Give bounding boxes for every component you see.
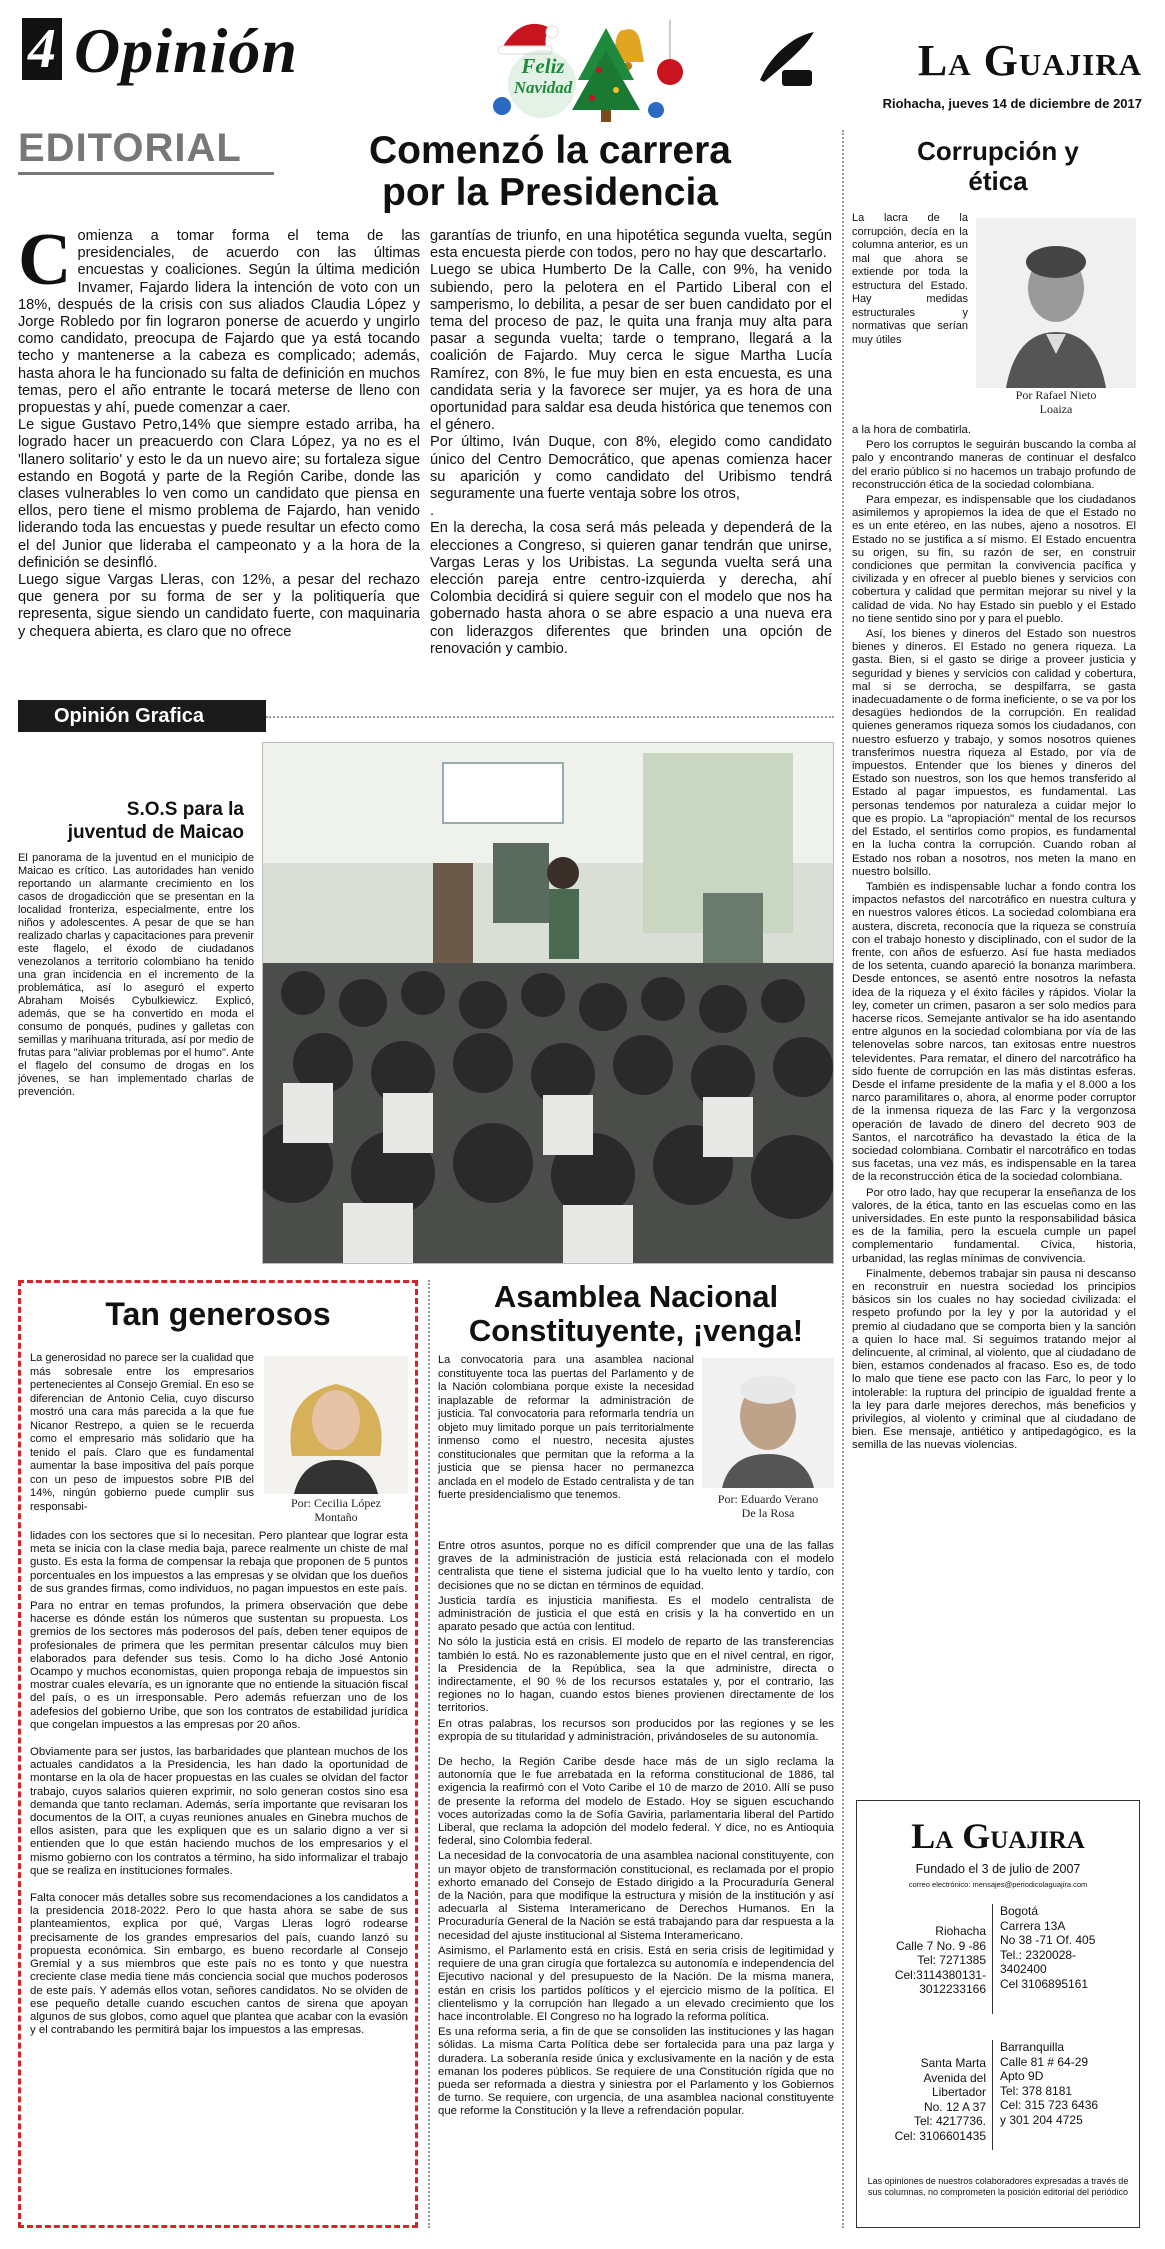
office-line: 3012233166	[919, 1982, 986, 1996]
masthead-logo: La Guajira	[911, 1816, 1085, 1856]
office-line: Riohacha	[935, 1924, 986, 1938]
office-line: Cel:3114380131-	[894, 1967, 986, 1982]
office-line: Santa Marta	[920, 2056, 986, 2070]
office-line: Avenida del	[923, 2070, 986, 2085]
asamblea-paragraph: Entre otros asuntos, porque no es difícil comprender que una de las fallas graves de la administración de justicia está relacionada con el modelo centralista que tiene el sistema judicial que lo ha vuelto lento y tardío, con decisiones que no se dictan en términos de equidad.	[438, 1540, 834, 1592]
grafica-body: El panorama de la juventud en el municipio de Maicao es crítico. Las autoridades han venido reportando un alarmante crecimiento en los casos de drogadicción que se presentan en la localidad fronteriza, especialmente, entre los niños y adolescentes. A pesar de que se han realizado charlas y capacitaciones para prevenir este flagelo, el éxodo de ciudadanos venezolanos a territorio colombiano ha tenido una gran incidencia en el incremento de la problemática, así lo aseguró el experto Abraham Moisés Cybulkiewicz. Explicó, además, que se ha convertido en moda el consumo de ponqués, pudines y galletas con semillas y marihuana triturada, así por medio de frutas para "aliviar problemas por el humo". Ante el flagelo del consumo de drogas en los jóvenes, se han implementado charlas de prevención.	[18, 852, 254, 1098]
editorial-paragraph: En la derecha, la cosa será más peleada y dependerá de la elecciones a Congreso, si quieren ganar tendrán que unirse, Vargas Leras y los Uribistas. La segunda vuelta será una elección pareja entre centro-izquierda y derecha, ahí Colombia decidirá si quiere seguir con el modelo que nos ha gobernado hasta ahora o se abre espacio a una nueva era con liderazgos diferentes que brinden una opción de renovación y cambio.	[430, 520, 832, 657]
page-number: 4	[28, 18, 56, 80]
office-line: Tel: 7271385	[917, 1953, 986, 1967]
banner-navidad: Navidad	[513, 78, 573, 97]
office-line: Barranquilla	[1000, 2040, 1065, 2054]
corrupcion-title-line-1: Corrupción y	[917, 136, 1079, 166]
caption-line-2: Montaño	[314, 1510, 358, 1524]
office-riohacha	[862, 1924, 986, 1997]
grafica-title-line-1: S.O.S para la	[126, 799, 244, 820]
office-santamarta	[862, 2056, 986, 2143]
corrupcion-paragraph: Así, los bienes y dineros del Estado son nuestros bienes y dineros. El Estado no genera riqueza. La gasta. Bien, si el gasto se dirige a proveer justicia y seguridad y bienes y servicios con calidad y cobertura, mal si se derrocha, se despilfarra, se gasta inadecuadamente o de forma ineficiente, o se va por los desagües hediondos de la corrupción. En realidad quienes generamos riqueza somos los ciudadanos, con nuestro esfuerzo y trabajo, y somos nosotros quienes transferimos nuestra riqueza al Estado, por vía de impuestos. Entender que los bienes y dineros del Estado son nuestros, son los que hemos transferido al Estado al pagar impuestos, es fundamental. Las personas tendemos por naturaleza a cuidar mejor lo que es propio. La "apropiación" mental de los recursos del Estado, el sentirlos como propios, es fundamental en la lucha contra la corrupción. Cuando roban al Estado nos roban a nosotros, nos meten la mano en nuestro bolsillo.	[852, 628, 1136, 878]
office-line: No. 12 A 37	[923, 2099, 986, 2114]
author-caption-verano	[700, 1492, 836, 1520]
editorial-col-2	[430, 228, 832, 658]
grafica-rule	[266, 716, 834, 718]
office-line: Tel: 378 8181	[1000, 2083, 1073, 2098]
grafica-title	[18, 798, 244, 844]
corrupcion-paragraph: También es indispensable luchar a fondo contra los impactos nefastos del narcotráfico en nuestra cultura y en nuestros valores éticos. La sociedad colombiana era austera, discreta, reconocía que la riqueza se construía con el trabajo honesto y disciplinado, con el sudor de la frente, con años de esfuerzo. Así fue hasta mediados de los setenta, cuando apareció la bonanza marimbera. Desde entonces, se asentó entre nosotros la nefasta idea de la riqueza y el éxito fáciles y rápidos. Violar la ley, cometer un crimen, pasaron a ser solo medios para hacerse ricos. Semejante antivalor se ha ido asentando entre algunos en la sociedad colombiana por vía de las telenovelas sobre narcos, tan exitosas entre nuestros televidentes. Para rematar, el dinero del narcotráfico ha sido fuente de corrupción en las más distintas esferas. Desde el infame presidente de la mafia y el 8.000 a los narco paramilitares o, ahora, al enorme poder corruptor de la inmensa riqueza de las Farc y la vergonzosa operación de lavado de dinero del decreto 903 de Santos, el narcotráfico ha devastado la ética de la sociedad colombiana. Combatir el narcotráfico en todas sus facetas, una vez más, es indispensable en la tarea de la reconstrucción ética de la sociedad colombiana.	[852, 880, 1136, 1184]
asamblea-title-line-1: Asamblea Nacional	[493, 1279, 779, 1314]
paper-logo: La Guajira	[917, 36, 1142, 85]
asamblea-intro: La convocatoria para una asamblea nacional constituyente toca las puertas del Parlamento y de la Nación colombiana porque existe la necesidad inaplazable de reformar la administración de justicia. Tal convocatoria para reformarla tendría un objeto muy limitado porque un país territorialmente inmenso como el nuestro, necesita ajustes constitucionales que permitan que la reforma a la justicia que se piensa hacer no permanezca anclada en el modelo de Estado centralista y de tan fuerte presidencialismo que tenemos.	[438, 1354, 694, 1501]
editorial-paragraph: .	[430, 503, 435, 520]
corrupcion-paragraph: Para empezar, es indispensable que los ciudadanos asimilemos y apropiemos la idea de que el Estado no es un ente etéreo, en las nubes, ajeno a nosotros. El Estado no se justifica a sí mismo. El Estado encuentra su origen, su fin, su razón de ser, en construir condiciones que permitan la convivencia pacífica y civilizada y en ofrecer al pueblo bienes y servicios con cobertura y calidad que permitan mejorar su nivel y la calidad de vida. No hay Estado sin pueblo y el Estado no tiene sentido sino por y para el pueblo.	[852, 494, 1136, 625]
office-line: No 38 -71 Of. 405	[1000, 1933, 1096, 1947]
author-caption-lopez	[264, 1496, 408, 1524]
corrupcion-paragraph: Pero los corruptos le seguirán buscando la comba al palo y encontrando maneras de continuar el desfalco del erario público si no hacemos un trabajo profundo de reconstrucción ética de la sociedad colombiana.	[852, 439, 1136, 491]
masthead-disclaimer: Las opiniones de nuestros colaboradores expresadas a través de sus columnas, no comprometen la posición editorial del periódico	[867, 2176, 1129, 2197]
office-line: Cel: 315 723 6436	[1000, 2098, 1099, 2112]
asamblea-paragraph: De hecho, la Región Caribe desde hace más de un siglo reclama la autonomía que le fue arrebatada en la reforma constitucional de 1886, tal exigencia la reafirmó con el Voto Caribe el 10 de marzo de 2010. Allí se puso de presente la reforma del modelo de Estado. Hoy se siguen escuchando voces autorizadas como la de Sofía Gaviria, parlamentaria liberal del Partido Liberal, que reclama la adopción del modelo federal. Y dice, no es Antioquia federal, sino Colombia federal.	[438, 1756, 834, 1848]
santa-hat-icon	[498, 24, 558, 54]
editorial-col-1	[18, 219, 420, 641]
masthead-email: correo electrónico: mensajes@periodicolaguajira.com	[908, 1880, 1088, 1889]
headline-line-2: por la Presidencia	[382, 171, 718, 214]
asamblea-paragraph: En otras palabras, los recursos son producidos por las regiones y se les expropia de su titularidad y administración, privándoseles de su autonomía.	[438, 1717, 834, 1743]
office-line: y 301 204 4725	[1000, 2112, 1083, 2127]
caption-line-1: Por: Eduardo Verano	[717, 1492, 819, 1506]
masthead-founded: Fundado el 3 de julio de 2007	[915, 1862, 1081, 1876]
paragraph-text: omienza a tomar forma el tema de las presidenciales, de acuerdo con las últimas encuestas y coaliciones. Según la última medición Invamer, Fajardo lidera la intención de voto con un 18%, después de la crisis con sus aliados Claudia López y Jorge Robledo por fin lograron ponerse de acuerdo y ungirlo como candidato, preocupa de Fajardo que ya está tocando techo y mantenerse a la cabeza es complicado; además, hasta ahora le ha funcionado su falta de definición en muchos temas, pero el año entrante le tocará meterse de lleno con propuestas y ahí, puede comenzar a caer.	[18, 228, 420, 417]
office-line: Tel: 4217736.	[913, 2114, 986, 2128]
asamblea-title-line-2: Constituyente, ¡venga!	[468, 1313, 804, 1348]
asamblea-paragraph: Es una reforma seria, a fin de que se consoliden las instituciones y las hagan sólidas. La misma Carta Política debe ser fortalecida para una paz larga y duradera. La soberanía reside única y exclusivamente en la nación y de esta emanan los poderes públicos. Se requiere de una Constitución rígida que no pueda ser reformada a diestra y siniestra por el Parlamento y los Gobiernos de turno. Se requiere, con urgencia, de una asamblea nacional constituyente que reforme la Constitución y la lleve a refrendación popular.	[438, 2026, 834, 2118]
section-title: Opinión	[74, 15, 298, 86]
editorial-paragraph: Luego sigue Vargas Lleras, con 12%, a pesar del rechazo que genera por su forma de ser y la politiquería que representa, sigue siendo un candidato fuerte, con maquinaria y chequera abierta, es claro que no ofrece	[18, 572, 420, 640]
grafica-title-line-2: juventud de Maicao	[67, 822, 244, 843]
office-divider	[992, 1904, 993, 2014]
office-line: Cel: 3106601435	[894, 2128, 986, 2143]
headline-line-1: Comenzó la carrera	[369, 129, 731, 172]
corrupcion-title	[850, 136, 1146, 196]
caption-line-1: Por: Cecilia López	[291, 1496, 381, 1510]
asamblea-body	[438, 1540, 834, 2121]
column-divider	[428, 1280, 430, 2228]
author-photo-lopez	[264, 1356, 408, 1494]
office-line: Bogotá	[1000, 1904, 1039, 1918]
editorial-paragraph: Luego se ubica Humberto De la Calle, con 9%, ha venido subiendo, pero la pelotera en el Partido Liberal con el samperismo, lo debilita, a pesar de ser buen candidato por el tema del proceso de paz, le quita una franja muy alta para pasar a segunda vuelta; tarde o temprano, llegará a la coalición de Fajardo. Muy cerca le sigue Martha Lucía Ramírez, con 8%, le fue muy bien en esta encuesta, es una candidata seria y la favorece ser mujer, ya es hora de una oportunidad para saldar esa deuda histórica que tenemos con el género.	[430, 262, 832, 434]
corrupcion-body	[852, 424, 1136, 1455]
office-line: Apto 9D	[1000, 2069, 1044, 2083]
asamblea-paragraph: No sólo la justicia está en crisis. El modelo de reparto de las transferencias también lo está. No es razonablemente justo que en el nivel central, en rigor, la Presidencia de la República, sea la que administre, directa o indirectamente, el 90 % de los recursos estatales y, por el contrario, las regiones no lo hagan, cuando estos bienes provienen directamente de los territorios.	[438, 1636, 834, 1715]
caption-line-2: De la Rosa	[741, 1506, 795, 1520]
author-caption-nieto	[976, 388, 1136, 416]
column-divider	[842, 130, 844, 1298]
generosos-paragraph: lidades con los sectores que si lo necesitan. Pero plantear que lograr esta meta se inicia con la clase media baja, parece realmente un chiste de mal gusto. Es esta la forma de compensar la rebaja que proponen de 5 puntos porcentuales en los impuestos a las empresas y se olvidan que los dueños de sus grandes firmas, como individuos, no pagan impuestos en este país.	[30, 1530, 409, 1595]
office-line: Calle 81 # 64-29	[1000, 2054, 1089, 2069]
editorial-paragraph: Comienza a tomar forma el tema de las presidenciales, de acuerdo con las últimas encuestas y coaliciones. Según la última medición Invamer, Fajardo lidera la intención de voto con un 18%, después de la crisis con sus aliados Claudia López y Jorge Robledo por fin lograron ponerse de acuerdo y ungirlo como candidato, preocupa de Fajardo que ya está tocando techo y mantenerse a la cabeza es complicado; además, hasta ahora le ha funcionado su falta de definición en muchos temas, pero el año entrante le tocará meterse de lleno con propuestas y ahí, puede comenzar a caer.	[18, 219, 420, 417]
editorial-paragraph: Le sigue Gustavo Petro,14% que siempre estado arriba, ha logrado hacer un preacuerdo con Clara López, ya no es el 'llanero solitario' y esto le da un nuevo aire; su fortaleza sigue estando en Bogotá y parte de la Región Caribe, donde las clases vulnerables lo ven como un candidato que piensa en ellos, pero tiene el mismo problema de Fajardo, han venido liderando toda las encuestas y puede resultar un efecto como el del Junior que lideraba el campeonato y a la hora de la definición se desinfló.	[18, 417, 420, 571]
column-divider	[842, 1300, 844, 2228]
author-photo-nieto	[976, 218, 1136, 388]
inkwell-quill-icon	[756, 30, 818, 90]
editorial-headline	[280, 130, 820, 214]
editorial-paragraph: garantías de triunfo, en una hipotética segunda vuelta, según esta encuesta pierde con todos, pero no hay que descartarlo.	[430, 228, 832, 262]
office-barranquilla	[1000, 2040, 1136, 2127]
office-bogota	[1000, 1904, 1136, 1991]
caption-line-1: Por Rafael Nieto	[1015, 388, 1097, 402]
editorial-paragraph: Por último, Iván Duque, con 8%, elegido como candidato único del Centro Democrático, que apenas comienza hacer su aparición y como candidato del Uribismo tendrá seguramente una fuerte ventaja sobre los otros,	[430, 434, 832, 503]
office-line: Libertador	[931, 2085, 986, 2099]
editorial-label-underline	[18, 172, 274, 175]
asamblea-paragraph: Asimismo, el Parlamento está en crisis. Está en seria crisis de legitimidad y requiere de una gran cirugía que fortalezca su autonomía e independencia del Ejecutivo nacional y del presupuesto de la Nación. De la misma manera, están en crisis los partidos políticos y el ejercicio mismo de la política. El clientelismo y la corrupción han llegado a un elevado crecimiento que los hace incontrolable. El Congreso no ha logrado la reforma política.	[438, 1944, 834, 2023]
generosos-body	[30, 1530, 408, 2039]
generosos-paragraph: Falta conocer más detalles sobre sus recomendaciones a los candidatos a la presidencia 2018-2022. Pero lo que hasta ahora se sabe de sus planteamientos, explica por qué, Vargas Lleras logró rodearse precisamente de los grandes empresarios del país, cuando lanzó su propuesta económica. Sin embargo, es bueno recordarle al Consejo Gremial y a sus miembros que este país no es tonto y que nuestra creciente clase media tiene más conciencia social que muchos poderosos de este país. Y además ellos votan, señores candidatos. No se olviden de ese pequeño detalle cuando escuchen cantos de sirena que apoyan algunos de sus globos, como aquel que plantea que acabar con la evasión y el contrabando les permitirá bajar los impuestos a las empresas.	[30, 1892, 408, 2037]
office-line: 3402400	[1000, 1962, 1047, 1976]
office-line: Cel 3106895161	[1000, 1976, 1089, 1991]
banner-feliz: Feliz	[521, 54, 565, 78]
generosos-intro: La generosidad no parece ser la cualidad que más sobresale entre los empresarios pertenecientes al Consejo Gremial. En eso se diferencian de Antonio Celia, cuyo discurso mostró una cara más parecida a la que fue Nicanor Restrepo, a quien se le recuerda como el empresario más solidario que ha tenido el país. Claro que es fundamental aumentar la base impositiva del país porque con un peso de impuestos sobre PIB del 14%, ningún gobierno puede cumplir sus responsabi-	[30, 1352, 254, 1513]
dateline: Riohacha, jueves 14 de diciembre de 2017	[882, 96, 1142, 111]
grafica-label: Opinión Grafica	[54, 705, 205, 727]
asamblea-paragraph: Justicia tardía es injusticia manifiesta. Es el modelo centralista de administración de justicia el que está en crisis y la ha convertido en un aparato pesado que actúa con lentitud.	[438, 1594, 834, 1634]
grafica-photo	[262, 742, 834, 1264]
office-divider	[992, 2040, 993, 2150]
office-line: Carrera 13A	[1000, 1918, 1066, 1933]
generosos-paragraph: Obviamente para ser justos, las barbaridades que plantean muchos de los actuales candidatos a la Presidencia, les han dado la oportunidad de montarse en la ola de hacer propuestas en las cuales se olvidan del factor trabajo, cuyos salarios quieren exprimir, no solo generan costos sino esa demanda que tanto reclaman. Además, sería importante que revisaran los documentos de la OIT, a cuyas reuniones anuales en Ginebra muchos de ellos asisten, para que les expliquen que es un salario digno a ver si entienden que lo que están haciendo muchos de los empresarios y el mismo gobierno con los contratos a término, ha sido informalizar el trabajo que se realiza en instituciones formales.	[30, 1746, 408, 1877]
corrupcion-paragraph: a la hora de combatirla.	[852, 424, 972, 436]
corrupcion-intro: La lacra de la corrupción, decía en la columna anterior, es un mal que ahora se extiende por toda la estructura del Estado. Hay medidas estructurales y normativas que serían muy útiles	[852, 212, 968, 346]
corrupcion-title-line-2: ética	[968, 166, 1028, 196]
office-line: Tel.: 2320028-	[1000, 1947, 1077, 1962]
author-photo-verano	[702, 1358, 834, 1488]
corrupcion-paragraph: Por otro lado, hay que recuperar la enseñanza de los valores, de la ética, tanto en las escuelas como en las universidades. En este punto la responsabilidad básica es de la familia, pero la escuela cumple un papel complementario fundamental. Cívica, historia, urbanidad, las reglas mínimas de convivencia.	[852, 1186, 1136, 1265]
generosos-title: Tan generosos	[105, 1296, 331, 1332]
asamblea-title	[436, 1280, 836, 1348]
office-line: Calle 7 No. 9 -86	[895, 1938, 986, 1953]
corrupcion-paragraph: Finalmente, debemos trabajar sin pausa ni descanso en reconstruir en nuestra sociedad los principios básicos sin los cuales no hay sociedad civilizada: el respeto profundo por la ley y por la autoridad y el premio al ciudadano que se comporta bien y la sanción a quien lo hace mal. Si seguimos tratando mejor al delincuente, al criminal, al violento, que al ciudadano de bien, estamos condenados al fracaso. Eso es, de todo lo malo que tiene ese pacto con las Farc, lo peor y lo intolerable: la ruptura del principio de igualdad frente a la ley para darle mejores derechos, más beneficios y privilegios, al violento y criminal que al ciudadano de bien. Ese mensaje, antiético y antipedagógico, es la semilla de las nuevas violencias.	[852, 1267, 1136, 1452]
caption-line-2: Loaiza	[1039, 402, 1073, 416]
asamblea-paragraph: La necesidad de la convocatoria de una asamblea nacional constituyente, con un mayor objeto de transformación constitucional, es reclamada por el propio exhorto emanado del Consejo de Estado dirigido a la Procuraduría General de la Nación, para que modifique la estructura y misión de la institución y así adecuarla al Sistema Interamericano de Derechos Humanos. En la Procuraduría General de la Nación se está trabajando para dar respuesta a la necesidad del ajuste institucional al Sistema Interamericano.	[438, 1850, 834, 1942]
editorial-label: EDITORIAL	[18, 126, 242, 170]
generosos-paragraph: Para no entrar en temas profundos, la primera observación que debe hacerse es dónde están los números que sustentan su propuesta. Los gremios de los sectores más poderosos del país, deben tener equipos de profesionales de primera que les permitan presentar cálculos muy bien elaborados para defender sus tesis. Como lo ha dicho José Antonio Ocampo y muchos economistas, quien proponga rebaja de impuestos sin mostrar cuales elevaría, es un ignorante que no entiende la situación fiscal del país, o es un irresponsable. Pero además refuerzan uno de los adefesios del gobierno Uribe, que son los contratos de estabilidad jurídica que congelan impuestos a las empresas por 20 años.	[30, 1600, 408, 1731]
